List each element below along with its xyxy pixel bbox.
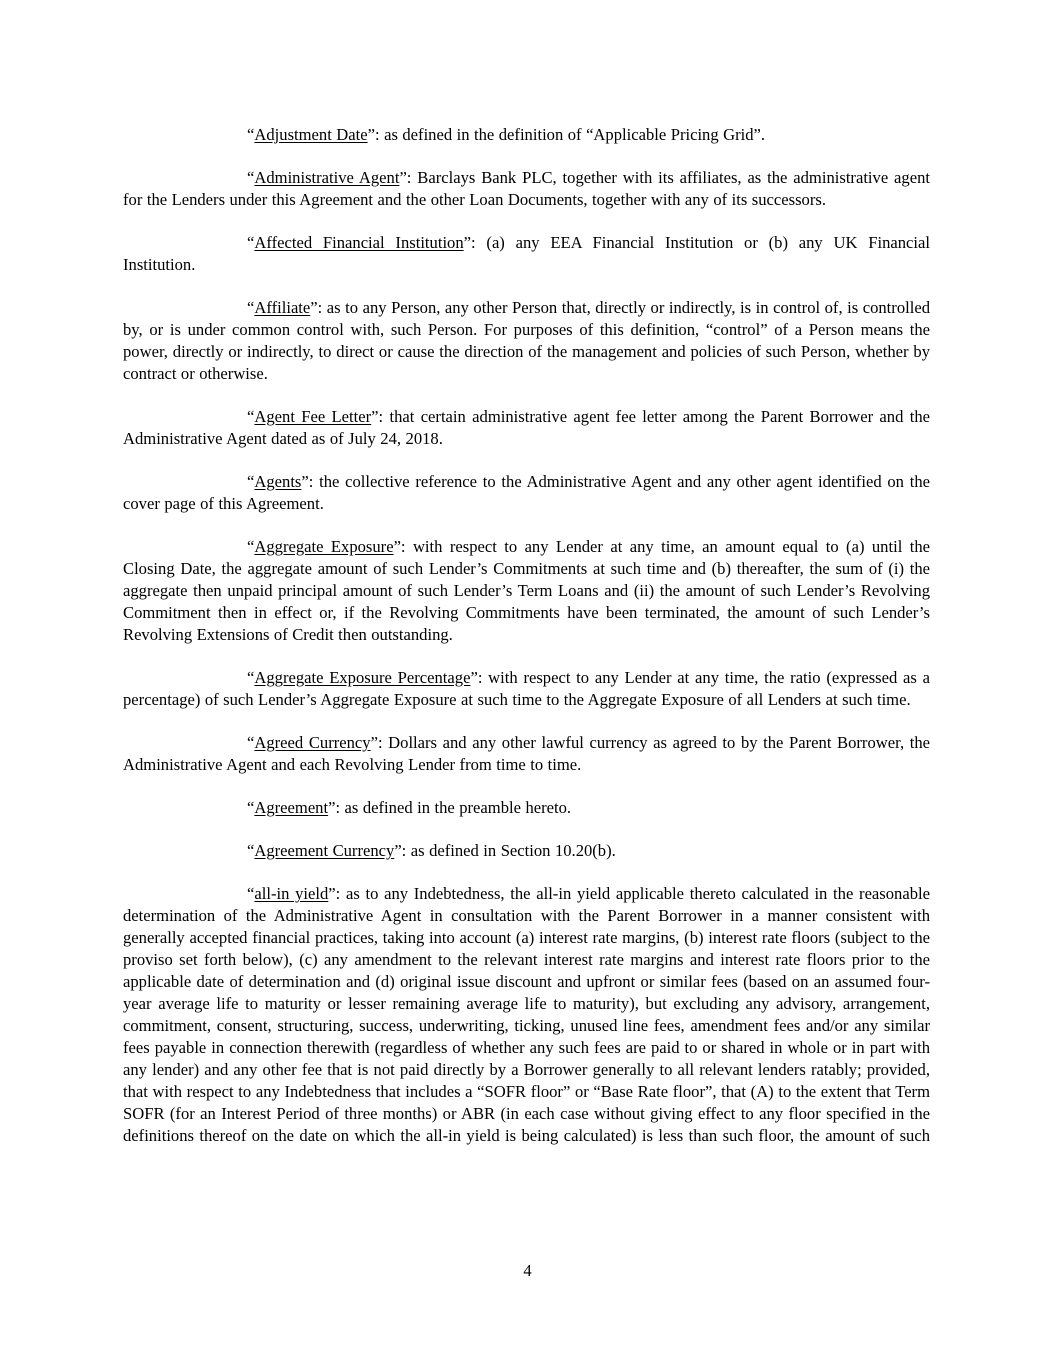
paragraph-text: “ [247,407,255,426]
paragraph-text: “ [247,168,255,187]
paragraph-text: “ [247,884,255,903]
paragraph-text: ”: the collective reference to the Administrative Agent and any other agent identified on the cover page of this Agreement. [123,472,930,513]
defined-term: Agreement [254,798,329,817]
paragraph-text: ”: as to any Person, any other Person that, directly or indirectly, is in control of, is controlled by, or is under common control with, such Person. For purposes of this definition, “control” of a Person means the power, directly or indirectly, to direct or cause the direction of the management and policies of such Person, whether by contract or otherwise. [123,298,930,383]
paragraph-text: ”: as to any Indebtedness, the all-in yield applicable thereto calculated in the reasonable determination of the Administrative Agent in consultation with the Parent Borrower in a manner consistent with generally accepted financial practices, taking into account (a) interest rate margins, (b) interest rate floors (subject to the proviso set forth below), (c) any amendment to the relevant interest rate margins and interest rate floors prior to the applicable date of determination and (d) original issue discount and upfront or similar fees (based on an assumed four-year average life to maturity or lesser remaining average life to maturity), but excluding any advisory, arrangement, commitment, consent, structuring, success, underwriting, ticking, unused line fees, amendment fees and/or any similar fees payable in connection therewith (regardless of whether any such fees are paid to or shared in whole or in part with any lender) and any other fee that is not paid directly by a Borrower generally to all relevant lenders ratably; provided, that with respect to any Indebtedness that includes a “SOFR floor” or “Base Rate floor”, that (A) to the extent that Term SOFR (for an Interest Period of three months) or ABR (in each case without giving effect to any floor specified in the definitions thereof on the date on which the all-in yield is being calculated) is less than such floor, the amount of such [123,884,930,1145]
definition-agent-fee-letter [123,406,930,450]
paragraph-text: ”: Dollars and any other lawful currency as agreed to by the Parent Borrower, the Administrative Agent and each Revolving Lender from time to time. [123,733,930,774]
paragraph-text: “ [247,733,255,752]
paragraph-text: “ [247,798,255,817]
paragraph-text: “ [247,233,255,252]
paragraph-text: ”: (a) any EEA Financial Institution or (b) any UK Financial Institution. [123,233,931,274]
defined-term: Aggregate Exposure [254,537,394,556]
paragraph-text: ”: that certain administrative agent fee letter among the Parent Borrower and the Administrative Agent dated as of July 24, 2018. [123,407,930,448]
defined-term: Agreement Currency [254,841,395,860]
definition-administrative-agent [123,167,930,211]
paragraph-text: “ [247,537,255,556]
document-body [123,124,930,1147]
paragraph-text: “ [247,298,255,317]
definition-adjustment-date [123,124,930,146]
definition-aggregate-exposure [123,536,930,646]
defined-term: all-in yield [254,884,329,903]
paragraph-text: “ [247,841,255,860]
definition-affiliate [123,297,930,385]
paragraph-text: ”: Barclays Bank PLC, together with its affiliates, as the administrative agent for the Lenders under this Agreement and the other Loan Documents, together with any of its successors. [123,168,930,209]
paragraph-text: ”: with respect to any Lender at any time, an amount equal to (a) until the Closing Date, the aggregate amount of such Lender’s Commitments at such time and (b) thereafter, the sum of (i) the aggregate then unpaid principal amount of such Lender’s Term Loans and (ii) the amount of such Lender’s Revolving Commitment then in effect or, if the Revolving Commitments have been terminated, the amount of such Lender’s Revolving Extensions of Credit then outstanding. [123,537,930,644]
defined-term: Agent Fee Letter [254,407,372,426]
defined-term: Aggregate Exposure Percentage [254,668,471,687]
paragraph-text: ”: as defined in the preamble hereto. [328,798,572,817]
defined-term: Adjustment Date [254,125,368,144]
definition-aggregate-exposure-percentage [123,667,930,711]
paragraph-text: “ [247,472,255,491]
defined-term: Agents [254,472,302,491]
paragraph-text: ”: as defined in the definition of “Applicable Pricing Grid”. [367,125,766,144]
definition-agreed-currency [123,732,930,776]
definition-affected-financial-institution [123,232,930,276]
paragraph-text: ”: as defined in Section 10.20(b). [394,841,616,860]
defined-term: Affected Financial Institution [254,233,464,252]
paragraph-text: ”: with respect to any Lender at any time, the ratio (expressed as a percentage) of such Lender’s Aggregate Exposure at such time to the Aggregate Exposure of all Lenders at such time. [123,668,930,709]
page-number: 4 [523,1261,532,1280]
defined-term: Agreed Currency [254,733,371,752]
definition-all-in-yield [123,883,930,1147]
paragraph-text: “ [247,125,255,144]
definition-agents [123,471,930,515]
definition-agreement [123,797,930,819]
defined-term: Affiliate [254,298,311,317]
defined-term: Administrative Agent [254,168,400,187]
paragraph-text: “ [247,668,255,687]
definition-agreement-currency [123,840,930,862]
